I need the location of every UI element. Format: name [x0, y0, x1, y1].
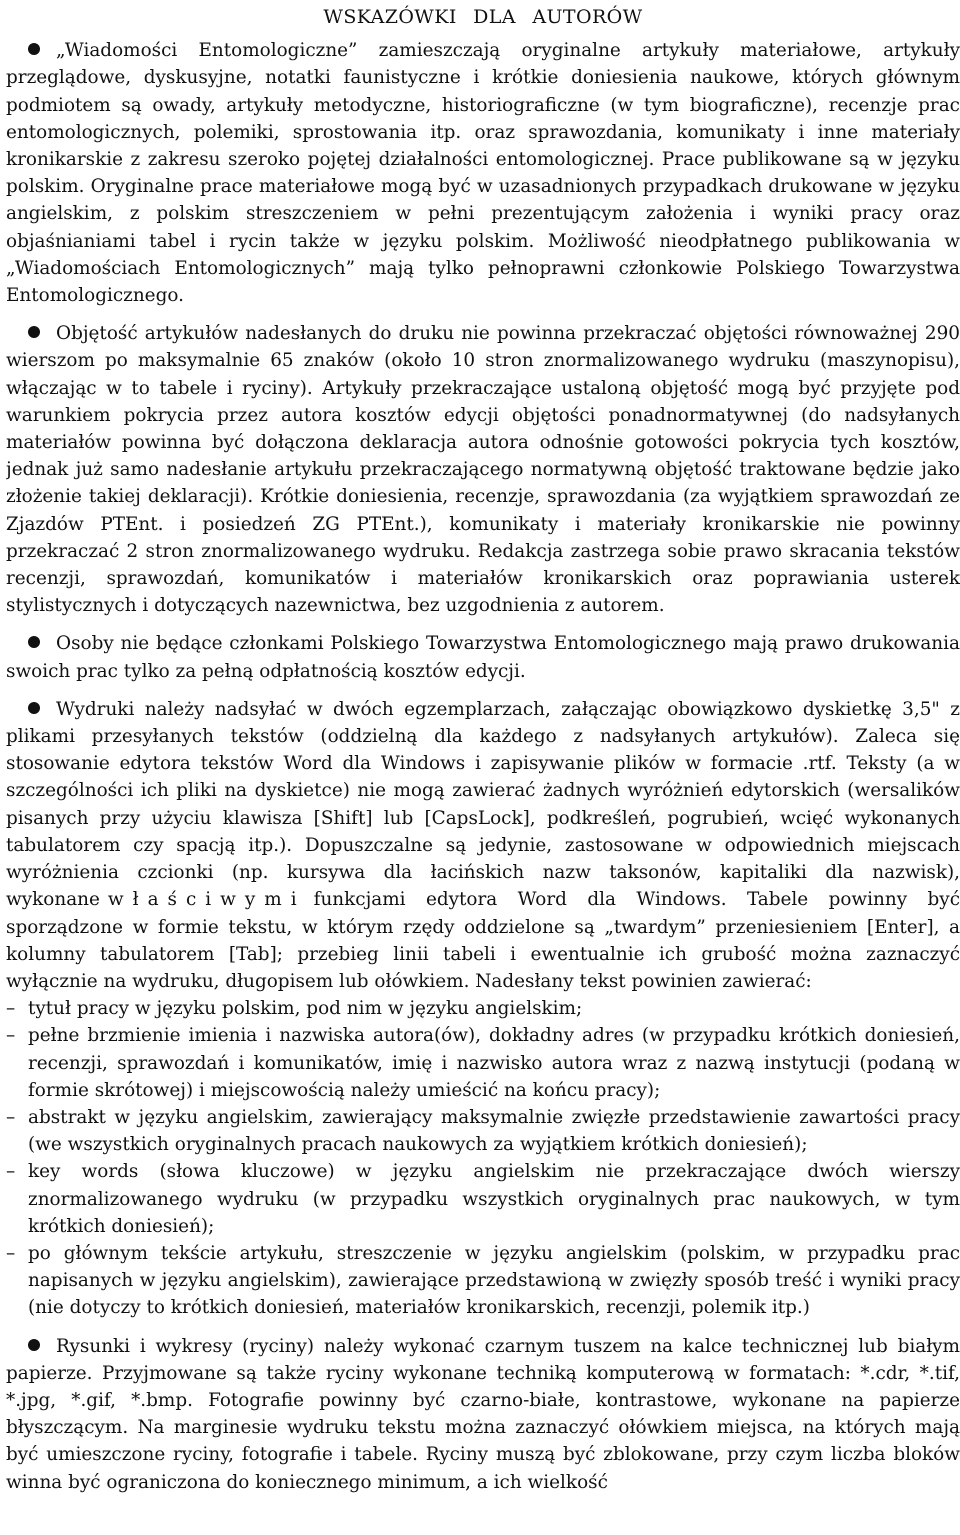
bullet-icon: [28, 636, 40, 648]
list-item: – po głównym tekście artykułu, streszczenie w języku angielskim (polskim, w przypadku prac napisanych w języku angielskim), zawierające przedstawioną w zwięzły sposób treść i wyniki pracy (nie dotyczy to krótkich doniesień, materiałów kronikarskich, recenzji, polemik itp.): [6, 1240, 960, 1322]
bullet-icon: [28, 1339, 40, 1351]
paragraph-non-members: [6, 630, 960, 684]
paragraph-submission-text-after: funkcjami edytora Word dla Windows. Tabele powinny być sporządzone w formie tekstu, w którym rzędy oddzielone są „twardym” przeniesieniem [Enter], a kolumny tabulatorem [Tab]; przebieg linii tabeli i ewentualnie ich grubość można zaznaczyć wyłącznie na wydruku, długopisem lub ołówkiem. Nadesłany tekst powinien zawierać:: [6, 889, 960, 992]
bullet-icon: [28, 43, 40, 55]
page-title: WSKAZÓWKI DLA AUTORÓW: [323, 6, 643, 28]
required-contents-list: [6, 995, 960, 1321]
paragraph-scope: [6, 37, 960, 309]
paragraph-figures: [6, 1333, 960, 1496]
document-page: [6, 0, 960, 1535]
paragraph-submission: [6, 696, 960, 995]
paragraph-length-text: Objętość artykułów nadesłanych do druku nie powinna przekraczać objętości równoważnej 290 wierszom po maksymalnie 65 znaków (około 10 stron znormalizowanego wydruku (maszynopisu), włączając w to tabele i ryciny). Artykuły przekraczające ustaloną objętość mogą być przyjęte pod warunkiem pokrycia przez autora kosztów edycji objętości ponadnormatywnej (do nadsyłanych materiałów powinna być dołączona deklaracja autora odnośnie gotowości pokrycia tych kosztów, jednak już samo nadesłanie artykułu przekraczającego normatywną objętość traktowane będzie jako złożenie takiej deklaracji). Krótkie doniesienia, recenzje, sprawozdania (za wyjątkiem sprawozdań ze Zjazdów PTEnt. i posiedzeń ZG PTEnt.), komunikaty i materiały kronikarskie nie powinny przekraczać 2 stron znormalizowanego wydruku. Redakcja zastrzega sobie prawo skracania tekstów recenzji, sprawozdań, komunikatów i materiałów kronikarskich oraz poprawiania usterek stylistycznych i dotyczących nazewnictwa, bez uzgodnienia z autorem.: [6, 323, 960, 617]
paragraph-scope-text: „Wiadomości Entomologiczne” zamieszczają oryginalne artykuły materiałowe, artykuły przeglądowe, dyskusyjne, notatki faunistyczne i krótkie doniesienia naukowe, których głównym podmiotem są owady, artykuły metodyczne, historiograficzne (w tym biograficzne), recenzje prac entomologicznych, polemiki, sprostowania itp. oraz sprawozdania, komunikaty i inne materiały kronikarskie z zakresu szeroko pojętej działalności entomologicznej. Prace publikowane są w języku polskim. Oryginalne prace materiałowe mogą być w uzasadnionych przypadkach drukowane w języku angielskim, z polskim streszczeniem w pełni prezentującym założenia i wyniki pracy oraz objaśnianiami tabel i rycin także w języku polskim. Możliwość nieodpłatnego publikowania w „Wiadomościach Entomologicznych” mają tylko pełnoprawni członkowie Polskiego Towarzystwa Entomologicznego.: [6, 40, 960, 307]
spaced-emphasis-word: właściwymi: [107, 889, 306, 911]
paragraph-non-members-text: Osoby nie będące członkami Polskiego Towarzystwa Entomologicznego mają prawo drukowania swoich prac tylko za pełną odpłatnością kosztów edycji.: [6, 633, 960, 682]
list-item: – tytuł pracy w języku polskim, pod nim w języku angielskim;: [6, 995, 960, 1022]
list-item: – abstrakt w języku angielskim, zawierający maksymalnie zwięzłe przedstawienie zawartości pracy (we wszystkich oryginalnych pracach naukowych za wyjątkiem krótkich doniesień);: [6, 1104, 960, 1158]
list-item: – pełne brzmienie imienia i nazwiska autora(ów), dokładny adres (w przypadku krótkich doniesień, recenzji, sprawozdań i komunikatów, imię i nazwisko autora wraz z nazwą instytucji (podaną w formie skrótowej) i miejscowością należy umieścić na końcu pracy);: [6, 1022, 960, 1104]
paragraph-submission-text-before: Wydruki należy nadsyłać w dwóch egzemplarzach, załączając obowiązkowo dyskietkę 3,5" z plikami przesyłanych tekstów (oddzielną dla każdego z nadsyłanych artykułów). Zaleca się stosowanie edytora tekstów Word dla Windows i zapisywanie plików w formacie .rtf. Teksty (a w szczególności ich pliki na dyskietce) nie mogą zawierać żadnych wyróżnień edytorskich (wersalików pisanych przy użyciu klawisza [Shift] lub [CapsLock], podkreśleń, pogrubień, wcięć wykonanych tabulatorem czy spacją itp.). Dopuszczalne są jedynie, zastosowane w odpowiednich miejscach wyróżnienia czcionki (np. kursywa dla łacińskich nazw taksonów, kapitaliki dla nazwisk), wykonane: [6, 698, 960, 911]
paragraph-figures-text: Rysunki i wykresy (ryciny) należy wykonać czarnym tuszem na kalce technicznej lub białym papierze. Przyjmowane są także ryciny wykonane techniką komputerową w formatach: *.cdr, *.tif, *.jpg, *.gif, *.bmp. Fotografie powinny być czarno-białe, kontrastowe, wykonane na papierze błyszczącym. Na marginesie wydruku tekstu można zaznaczyć ołówkiem miejsca, na których mają być umieszczone ryciny, fotografie i tabele. Ryciny muszą być zblokowane, przy czym liczba bloków winna być ograniczona do koniecznego minimum, a ich wielkość: [6, 1335, 960, 1493]
bullet-icon: [28, 326, 40, 338]
list-item: – key words (słowa kluczowe) w języku angielskim nie przekraczające dwóch wierszy znormalizowanego wydruku (w przypadku wszystkich oryginalnych prac naukowych, w tym krótkich doniesień);: [6, 1158, 960, 1240]
paragraph-length: [6, 320, 960, 619]
bullet-icon: [28, 702, 40, 714]
